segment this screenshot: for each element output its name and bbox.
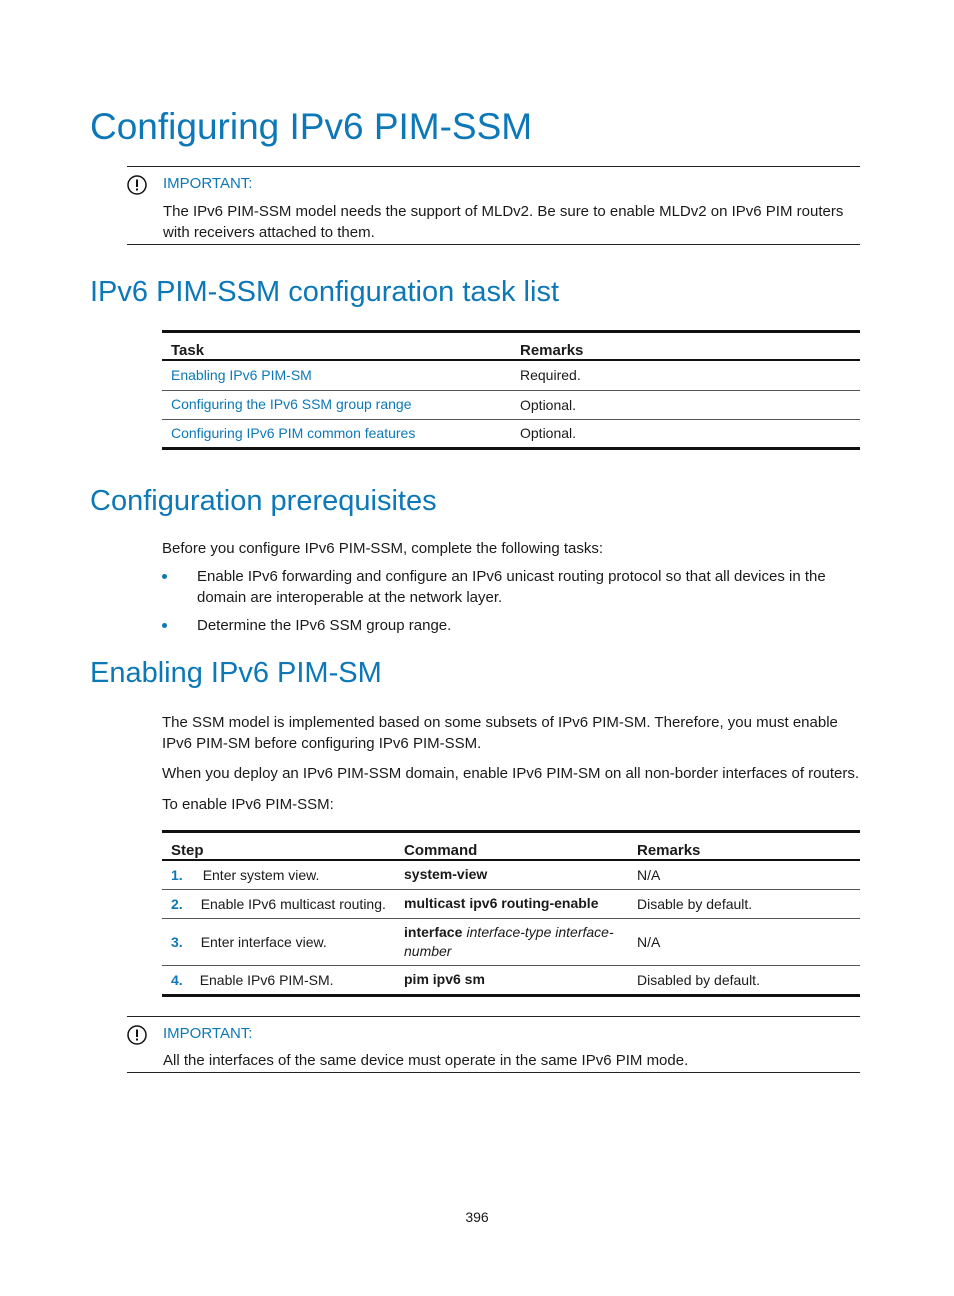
step-description: Enable IPv6 multicast routing. (200, 895, 386, 912)
command-keyword: pim ipv6 sm (404, 971, 485, 987)
table-row (162, 889, 860, 918)
step-number: 2. (171, 895, 183, 912)
table-row (162, 419, 860, 448)
section-heading-task-list: IPv6 PIM-SSM configuration task list (90, 276, 559, 308)
command-keyword: interface (404, 923, 463, 940)
step-number: 1. (171, 866, 183, 883)
step-remarks: N/A (628, 918, 860, 965)
task-remarks: Optional. (511, 390, 860, 419)
section-heading-enabling: Enabling IPv6 PIM-SM (90, 657, 382, 689)
table-row (162, 965, 860, 995)
step-remarks: Disable by default. (628, 889, 860, 918)
page-number: 396 (465, 1209, 489, 1225)
page-title: Configuring IPv6 PIM-SSM (90, 106, 533, 147)
task-remarks: Required. (511, 360, 860, 390)
important-notice (127, 1016, 860, 1073)
command-keyword: multicast ipv6 routing-enable (404, 895, 599, 911)
command-keyword: system-view (404, 866, 488, 883)
task-remarks: Optional. (520, 425, 577, 441)
important-text: All the interfaces of the same device must operate in the same IPv6 PIM mode. (163, 1052, 689, 1069)
column-header-task: Task (162, 332, 511, 361)
enabling-paragraph-2: When you deploy an IPv6 PIM-SSM domain, enable IPv6 PIM-SM on all non-border interfaces of routers. (162, 765, 860, 782)
column-header-command: Command (395, 832, 628, 861)
task-list-table (162, 330, 860, 450)
important-label: IMPORTANT: (163, 175, 253, 192)
list-item: Determine the IPv6 SSM group range. (162, 615, 862, 636)
enabling-paragraph-3: To enable IPv6 PIM-SSM: (162, 796, 334, 813)
task-link-pim-common-features[interactable]: Configuring IPv6 PIM common features (171, 424, 416, 441)
table-header-row (162, 332, 860, 361)
important-icon (127, 1025, 147, 1045)
table-header-row (162, 832, 860, 861)
prerequisites-list (162, 566, 862, 643)
important-label: IMPORTANT: (163, 1025, 253, 1042)
steps-table (162, 830, 860, 997)
column-header-step: Step (162, 832, 395, 861)
step-remarks: Disabled by default. (637, 971, 760, 988)
prerequisites-intro: Before you configure IPv6 PIM-SSM, complete the following tasks: (162, 540, 604, 557)
task-link-enabling-pim-sm[interactable]: Enabling IPv6 PIM-SM (171, 366, 312, 383)
enabling-paragraph-1: The SSM model is implemented based on some subsets of IPv6 PIM-SM. Therefore, you must enable IPv6 PIM-SM before configuring IPv6 PIM-SSM. (162, 714, 838, 752)
table-row (162, 918, 860, 965)
command-argument: interface-type interface-number (404, 923, 614, 959)
important-notice (127, 166, 860, 245)
task-link-ssm-group-range[interactable]: Configuring the IPv6 SSM group range (171, 396, 412, 412)
column-header-remarks: Remarks (628, 832, 860, 861)
step-description: Enter interface view. (200, 933, 327, 950)
table-row (162, 390, 860, 419)
bullet-icon (162, 574, 167, 579)
step-description: Enable IPv6 PIM-SM. (199, 971, 334, 988)
list-item: Enable IPv6 forwarding and configure an IPv6 unicast routing protocol so that all devices in the domain are interoperable at the network layer. (162, 566, 862, 608)
step-remarks: N/A (628, 860, 860, 889)
important-text: The IPv6 PIM-SSM model needs the support of MLDv2. Be sure to enable MLDv2 on IPv6 PIM routers with receivers attached to them. (163, 203, 844, 241)
step-number: 4. (171, 971, 183, 988)
column-header-remarks: Remarks (511, 332, 860, 361)
section-heading-prerequisites: Configuration prerequisites (90, 485, 437, 517)
important-icon (127, 175, 147, 195)
table-row (162, 360, 860, 390)
step-description: Enter system view. (202, 866, 320, 883)
step-number: 3. (171, 933, 183, 950)
table-row (162, 860, 860, 889)
bullet-icon (162, 623, 167, 628)
